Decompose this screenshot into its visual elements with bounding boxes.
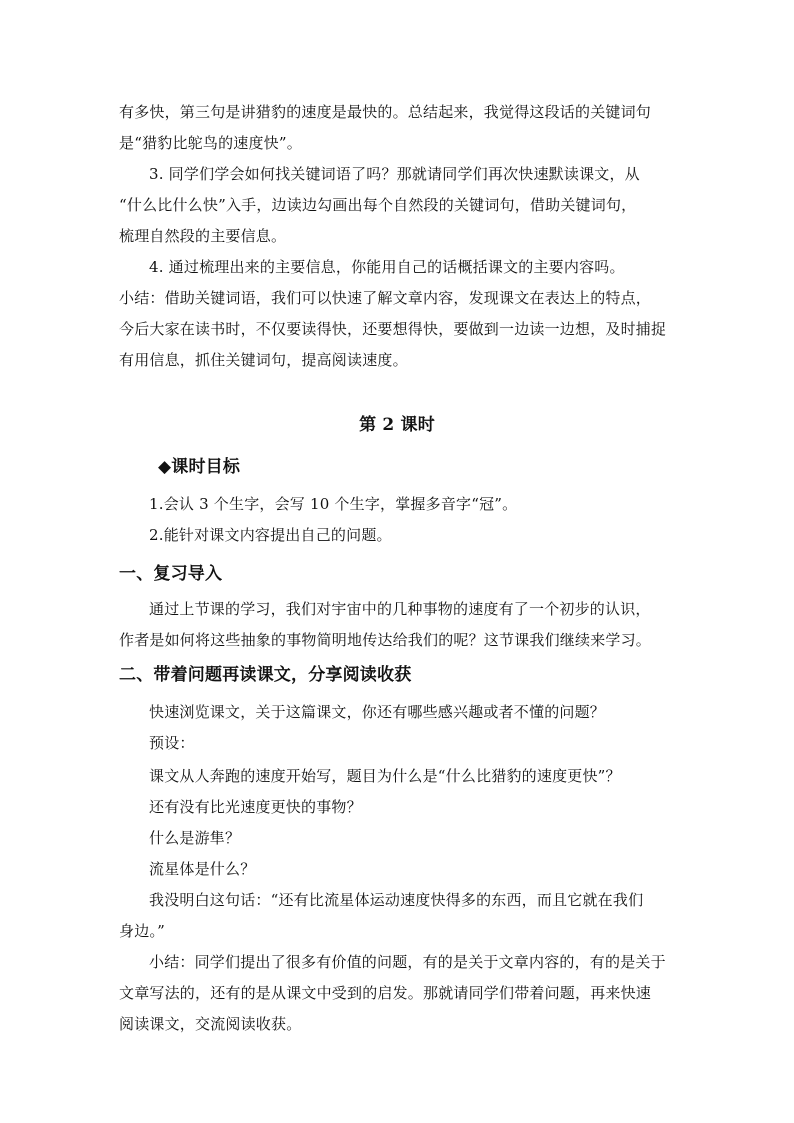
paragraph-line: 作者是如何将这些抽象的事物简明地传达给我们的呢？这节课我们继续来学习。 bbox=[119, 631, 652, 649]
question-item: 还有没有比光速度更快的事物？ bbox=[149, 798, 362, 816]
summary-line: 文章写法的，还有的是从课文中受到的启发。那就请同学们带着问题，再来快速 bbox=[119, 984, 652, 1002]
summary-line: 小结：借助关键词语，我们可以快速了解文章内容，发现课文在表达上的特点， bbox=[119, 289, 652, 307]
paragraph-line: 通过上节课的学习，我们对宇宙中的几种事物的速度有了一个初步的认识， bbox=[149, 600, 651, 618]
paragraph-line: 梳理自然段的主要信息。 bbox=[119, 227, 287, 245]
question-item: 流星体是什么？ bbox=[149, 860, 256, 878]
goal-item: 1.会认 3 个生字，会写 10 个生字，掌握多音字“冠”。 bbox=[149, 495, 518, 513]
paragraph-line: “什么比什么快”入手，边读边勾画出每个自然段的关键词句，借助关键词句， bbox=[119, 196, 637, 214]
question-item: 我没明白这句话：“还有比流星体运动速度快得多的东西，而且它就在我们 bbox=[149, 891, 644, 909]
section-heading-review: 一、复习导入 bbox=[119, 564, 223, 584]
paragraph-line: 有多快，第三句是讲猎豹的速度是最快的。总结起来，我觉得这段话的关键词句 bbox=[119, 103, 652, 121]
goal-item: 2.能针对课文内容提出自己的问题。 bbox=[149, 526, 392, 544]
preset-label: 预设： bbox=[149, 734, 195, 752]
summary-line: 今后大家在读书时，不仅要读得快，还要想得快，要做到一边读一边想，及时捕捉 bbox=[119, 320, 667, 338]
summary-line: 有用信息，抓住关键词句，提高阅读速度。 bbox=[119, 351, 408, 369]
paragraph-line: 3. 同学们学会如何找关键词语了吗？那就请同学们再次快速默读课文，从 bbox=[149, 165, 640, 183]
section-heading-reread: 二、带着问题再读课文，分享阅读收获 bbox=[119, 665, 412, 685]
question-item: 课文从人奔跑的速度开始写，题目为什么是“什么比猎豹的速度更快”？ bbox=[149, 767, 621, 785]
paragraph-line: 4. 通过梳理出来的主要信息，你能用自己的话概括课文的主要内容吗。 bbox=[149, 258, 625, 276]
lesson-title: 第 2 课时 bbox=[359, 415, 435, 435]
summary-line: 阅读课文，交流阅读收获。 bbox=[119, 1015, 302, 1033]
summary-line: 小结：同学们提出了很多有价值的问题，有的是关于文章内容的，有的是关于 bbox=[149, 953, 666, 971]
paragraph-line: 快速浏览课文，关于这篇课文，你还有哪些感兴趣或者不懂的问题？ bbox=[149, 703, 606, 721]
paragraph-line: 是“猎豹比鸵鸟的速度快”。 bbox=[119, 134, 302, 152]
question-item: 身边。” bbox=[119, 922, 165, 940]
question-item: 什么是游隼？ bbox=[149, 829, 241, 847]
lesson-goals-heading: ◆课时目标 bbox=[158, 457, 241, 477]
